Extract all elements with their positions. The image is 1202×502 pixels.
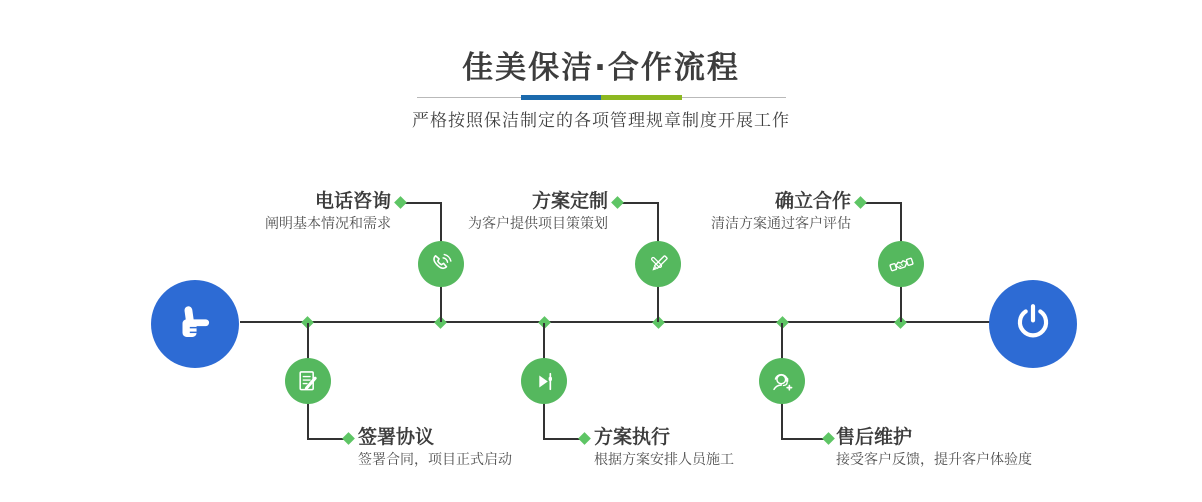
phone-icon xyxy=(428,251,455,278)
label-diamond xyxy=(611,196,624,209)
step-title: 方案执行 xyxy=(594,426,671,448)
connector xyxy=(781,403,783,439)
page-title: 佳美保洁·合作流程 xyxy=(462,50,740,86)
step-title: 售后维护 xyxy=(836,426,913,448)
execute-node xyxy=(521,358,567,404)
step-title: 签署协议 xyxy=(358,426,435,448)
design-node xyxy=(635,241,681,287)
contract-node xyxy=(285,358,331,404)
label-diamond xyxy=(822,432,835,445)
pointer-icon xyxy=(170,299,220,349)
connector xyxy=(900,202,902,243)
handshake-icon xyxy=(888,251,915,278)
connector xyxy=(307,323,309,359)
step-desc: 接受客户反馈，提升客户体验度 xyxy=(836,452,1032,468)
step-label-contract xyxy=(358,427,512,468)
step-title: 确立合作 xyxy=(774,190,851,212)
connector xyxy=(863,202,901,204)
step-title: 电话咨询 xyxy=(314,190,391,212)
step-desc: 阐明基本情况和需求 xyxy=(265,216,391,232)
design-icon xyxy=(645,251,672,278)
support-node xyxy=(759,358,805,404)
start-node xyxy=(151,280,239,368)
step-label-support xyxy=(836,427,1032,468)
connector xyxy=(621,202,658,204)
power-icon xyxy=(1010,301,1056,347)
contract-icon xyxy=(295,368,322,395)
divider-blue-segment xyxy=(521,95,601,100)
connector xyxy=(657,285,659,322)
label-diamond xyxy=(342,432,355,445)
connector xyxy=(404,202,441,204)
end-node xyxy=(989,280,1077,368)
label-diamond xyxy=(394,196,407,209)
step-label-phone xyxy=(265,191,391,232)
connector xyxy=(440,285,442,322)
step-desc: 根据方案安排人员施工 xyxy=(594,452,734,468)
connector xyxy=(307,403,309,439)
step-desc: 签署合同，项目正式启动 xyxy=(358,452,512,468)
step-label-handshake xyxy=(711,191,851,232)
connector xyxy=(657,202,659,243)
step-title: 方案定制 xyxy=(531,190,608,212)
step-label-design xyxy=(468,191,608,232)
connector xyxy=(781,438,827,440)
connector xyxy=(440,202,442,243)
step-desc: 清洁方案通过客户评估 xyxy=(711,216,851,232)
connector xyxy=(543,403,545,439)
step-label-execute xyxy=(594,427,734,468)
label-diamond xyxy=(578,432,591,445)
title-divider-accent xyxy=(521,95,682,100)
connector xyxy=(543,323,545,359)
divider-green-segment xyxy=(601,95,682,100)
phone-node xyxy=(418,241,464,287)
execute-icon xyxy=(531,368,558,395)
page-subtitle: 严格按照保洁制定的各项管理规章制度开展工作 xyxy=(412,111,790,131)
support-icon xyxy=(769,368,796,395)
timeline-line xyxy=(240,321,990,323)
handshake-node xyxy=(878,241,924,287)
connector xyxy=(900,285,902,322)
label-diamond xyxy=(854,196,867,209)
step-desc: 为客户提供项目策策划 xyxy=(468,216,608,232)
connector xyxy=(781,323,783,359)
